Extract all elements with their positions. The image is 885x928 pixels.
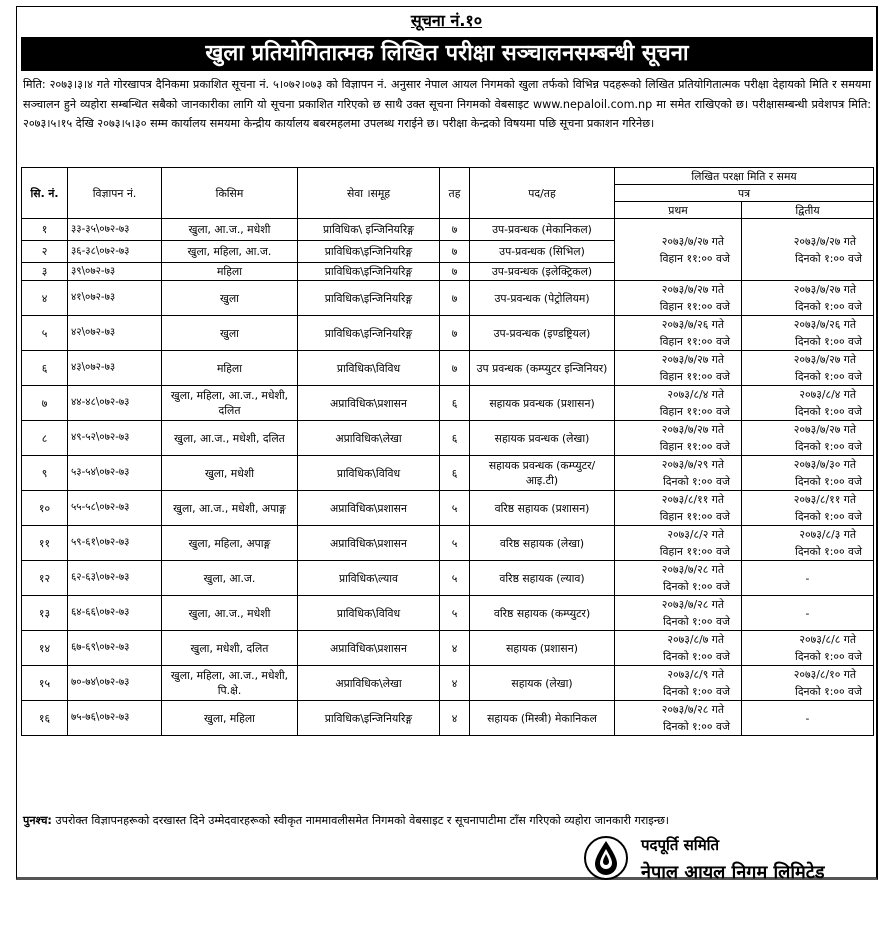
exam-time: दिनको १:०० वजे [795,650,863,663]
header-first: प्रथम [615,202,742,219]
exam-time: दिनको १:०० वजे [795,685,863,698]
row-adv-number: ५५-५८\०७२-७३ [68,491,162,526]
table-row [22,701,874,736]
row-sn: ६ [22,351,68,386]
row-second-paper [742,386,874,421]
table-row [22,386,874,421]
exam-time: विहान ११:०० वजे [659,300,730,313]
row-adv-number: ४४-४८\०७२-७३ [68,386,162,421]
row-second-paper: - [742,596,874,631]
row-first-paper [615,701,742,736]
row-adv-number: ४२\०७२-७३ [68,316,162,351]
row-adv-number: ३३-३५\०७२-७३ [68,219,162,241]
row-first-paper [615,351,742,386]
row-service: प्राविधिक\इन्जिनियरिङ्ग [298,241,440,263]
header-post: पद/तह [470,168,615,219]
row-post: वरिष्ठ सहायक (लेखा) [470,526,615,561]
row-post: सहायक प्रवन्धक (कम्प्युटर/आइ.टी) [470,456,615,491]
row-service: प्राविधिक\इन्जिनियरिङ्ग [298,263,440,281]
row-level: ४ [440,666,470,701]
row-post: उप-प्रवन्धक (पेट्रोलियम) [470,281,615,316]
exam-time: विहान ११:०० वजे [659,405,730,418]
row-sn: २ [22,241,68,263]
row-second-paper [742,526,874,561]
row-sn: ११ [22,526,68,561]
row-service: प्राविधिक\ इन्जिनियरिङ्ग [298,219,440,241]
row-level: ६ [440,421,470,456]
exam-time: विहान ११:०० वजे [659,335,730,348]
row-first-paper [615,491,742,526]
row-first-paper [615,219,742,281]
row-post: सहायक प्रवन्धक (लेखा) [470,421,615,456]
row-adv-number: ७०-७४\०७२-७३ [68,666,162,701]
row-post: उप-प्रवन्धक (मेकानिकल) [470,219,615,241]
header-type: किसिम [162,168,298,219]
header-service: सेवा ।समूह [298,168,440,219]
row-first-paper [615,596,742,631]
header-level: तह [440,168,470,219]
exam-time: दिनको १:०० वजे [795,440,863,453]
exam-time: दिनको १:०० वजे [663,615,730,628]
row-post: उप-प्रवन्धक (इलेक्ट्रिकल) [470,263,615,281]
row-type: खुला, आ.ज. [162,561,298,596]
row-first-paper [615,666,742,701]
row-adv-number: ५३-५४\०७२-७३ [68,456,162,491]
exam-time: दिनको १:०० वजे [663,650,730,663]
row-level: ७ [440,263,470,281]
row-second-paper [742,491,874,526]
table-row [22,351,874,386]
exam-time: विहान ११:०० वजे [659,440,730,453]
row-second-paper [742,666,874,701]
row-type: खुला [162,281,298,316]
row-service: प्राविधिक\विविध [298,596,440,631]
table-row [22,666,874,701]
row-type: खुला, आ.ज., मधेशी [162,219,298,241]
row-first-paper [615,456,742,491]
table-row [22,219,874,241]
exam-time: दिनको १:०० वजे [795,510,863,523]
row-adv-number: ६२-६३\०७२-७३ [68,561,162,596]
row-post: सहायक (प्रशासन) [470,631,615,666]
row-adv-number: ५९-६१\०७२-७३ [68,526,162,561]
row-second-paper [742,421,874,456]
footnote [23,813,871,828]
row-service: प्राविधिक\इन्जिनियरिङ्ग [298,701,440,736]
exam-date: २०७३/७/२७ गते [793,423,857,436]
table-row [22,456,874,491]
exam-date: २०७३/७/२७ गते [793,283,857,296]
row-post: उप-प्रवन्धक (इण्डष्ट्रियल) [470,316,615,351]
header-paper: पत्र [615,185,874,202]
exam-date: २०७३/७/२७ गते [661,283,724,296]
exam-date: २०७३/८/४ गते [667,388,724,401]
row-sn: ५ [22,316,68,351]
row-level: ५ [440,491,470,526]
footnote-text: उपरोक्त विज्ञापनहरूको दरखास्त दिने उम्मेदवारहरूको स्वीकृत नाममावलीसमेत निगमको वेबसाइट र सूचनापाटीमा टाँस गरिएको व्यहोरा जानकारी गराइन्छ। [55,814,670,827]
exam-time: विहान ११:०० वजे [659,370,730,383]
row-adv-number: ४१\०७२-७३ [68,281,162,316]
exam-time: दिनको १:०० वजे [663,475,730,488]
exam-date: २०७३/७/२६ गते [793,318,857,331]
table-row [22,561,874,596]
row-adv-number: ४३\०७२-७३ [68,351,162,386]
exam-date: २०७३/८/४ गते [799,388,857,401]
table-row [22,316,874,351]
row-post: सहायक (लेखा) [470,666,615,701]
row-level: ७ [440,241,470,263]
row-adv-number: ४९-५२\०७२-७३ [68,421,162,456]
exam-time: दिनको १:०० वजे [795,545,863,558]
exam-date: २०७३/८/११ गते [661,493,724,506]
exam-date: २०७३/७/२६ गते [661,318,724,331]
row-second-paper [742,219,874,281]
exam-date: २०७३/७/२८ गते [661,563,724,576]
exam-date: २०७३/८/८ गते [799,633,857,646]
exam-time: दिनको १:०० वजे [795,405,863,418]
row-service: अप्राविधिक\लेखा [298,421,440,456]
row-sn: ८ [22,421,68,456]
row-service: प्राविधिक\ल्याव [298,561,440,596]
row-second-paper [742,281,874,316]
table-header-row [22,168,874,185]
exam-time: दिनको १:०० वजे [663,580,730,593]
exam-date: २०७३/७/२८ गते [661,598,724,611]
row-second-paper: - [742,561,874,596]
exam-date: २०७३/८/३ गते [799,528,857,541]
exam-time: दिनको १:०० वजे [663,720,730,733]
exam-date: २०७३/७/२९ गते [661,458,724,471]
row-service: प्राविधिक\विविध [298,456,440,491]
row-type: खुला, महिला, आ.ज. [162,241,298,263]
row-adv-number: ७५-७६\०७२-७३ [68,701,162,736]
row-sn: १३ [22,596,68,631]
row-adv-number: ३९\०७२-७३ [68,263,162,281]
row-post: उप-प्रवन्धक (सिभिल) [470,241,615,263]
exam-date: २०७३/८/२ गते [667,528,724,541]
row-level: ६ [440,456,470,491]
row-type: खुला, आ.ज., मधेशी [162,596,298,631]
row-type: खुला, मधेशी, दलित [162,631,298,666]
row-second-paper [742,631,874,666]
row-sn: ७ [22,386,68,421]
row-second-paper: - [742,701,874,736]
row-sn: १२ [22,561,68,596]
row-type: महिला [162,351,298,386]
exam-time: दिनको १:०० वजे [663,685,730,698]
row-type: खुला, महिला [162,701,298,736]
row-sn: १४ [22,631,68,666]
exam-date: २०७३/७/२७ गते [793,234,857,248]
row-second-paper [742,456,874,491]
row-level: ७ [440,219,470,241]
row-service: अप्राविधिक\प्रशासन [298,526,440,561]
row-type: खुला, आ.ज., मधेशी, दलित [162,421,298,456]
row-adv-number: ६४-६६\०७२-७३ [68,596,162,631]
row-type: खुला, मधेशी [162,456,298,491]
exam-date: २०७३/७/२७ गते [793,353,857,366]
exam-date: २०७३/७/२७ गते [661,423,724,436]
exam-time: विहान ११:०० वजे [659,545,730,558]
row-sn: १५ [22,666,68,701]
exam-time: दिनको १:०० वजे [795,335,863,348]
row-adv-number: ६७-६९\०७२-७३ [68,631,162,666]
exam-date: २०७३/७/२८ गते [661,703,724,716]
notice-frame [16,6,878,883]
row-service: अप्राविधिक\प्रशासन [298,491,440,526]
table-row [22,421,874,456]
row-service: प्राविधिक\विविध [298,351,440,386]
exam-time: दिनको १:०० वजे [795,475,863,488]
exam-date: २०७३/८/११ गते [793,493,857,506]
row-post: उप प्रवन्धक (कम्प्युटर इन्जिनियर) [470,351,615,386]
header-adv: विज्ञापन नं. [68,168,162,219]
row-first-paper [615,386,742,421]
row-second-paper [742,316,874,351]
row-sn: ४ [22,281,68,316]
row-sn: १ [22,219,68,241]
header-sn: सि. नं. [22,168,68,219]
organization-name: नेपाल आयल निगम लिमिटेड [641,862,825,883]
row-level: ७ [440,316,470,351]
row-service: अप्राविधिक\प्रशासन [298,386,440,421]
row-level: ७ [440,351,470,386]
row-first-paper [615,316,742,351]
table-row [22,631,874,666]
row-post: सहायक (मिस्त्री) मेकानिकल [470,701,615,736]
committee-name: पदपूर्ति समिति [641,836,720,854]
row-service: प्राविधिक\इन्जिनियरिङ्ग [298,316,440,351]
table-body [22,219,874,736]
table-row [22,596,874,631]
notice-title: खुला प्रतियोगितात्मक लिखित परीक्षा सञ्चालनसम्बन्धी सूचना [21,37,873,71]
table-row [22,281,874,316]
row-second-paper [742,351,874,386]
footnote-label: पुनश्च: [23,814,52,827]
exam-time: दिनको १:०० वजे [795,300,863,313]
exam-time: दिनको १:०० वजे [795,251,863,265]
row-type: खुला, महिला, आ.ज., मधेशी, पि.क्षे. [162,666,298,701]
row-service: प्राविधिक\इन्जिनियरिङ्ग [298,281,440,316]
row-first-paper [615,561,742,596]
exam-date: २०७३/७/२७ गते [661,234,724,248]
table-row [22,491,874,526]
row-type: खुला, महिला, अपाङ्ग [162,526,298,561]
exam-date: २०७३/७/३० गते [793,458,857,471]
row-post: वरिष्ठ सहायक (कम्प्युटर) [470,596,615,631]
exam-date: २०७३/८/९ गते [667,668,724,681]
exam-date: २०७३/८/१० गते [793,668,857,681]
row-adv-number: ३६-३८\०७२-७३ [68,241,162,263]
oil-drop-logo-icon [583,835,629,881]
exam-date: २०७३/७/२७ गते [661,353,724,366]
exam-time: विहान ११:०० वजे [659,510,730,523]
row-level: ७ [440,281,470,316]
row-service: अप्राविधिक\लेखा [298,666,440,701]
row-type: खुला [162,316,298,351]
exam-time: विहान ११:०० वजे [659,251,730,265]
row-sn: १६ [22,701,68,736]
row-type: खुला, आ.ज., मधेशी, अपाङ्ग [162,491,298,526]
row-sn: १० [22,491,68,526]
exam-schedule-table [21,167,874,736]
row-first-paper [615,421,742,456]
row-level: ४ [440,631,470,666]
header-second: द्वितीय [742,202,874,219]
row-sn: ९ [22,456,68,491]
row-post: सहायक प्रवन्धक (प्रशासन) [470,386,615,421]
table-row [22,526,874,561]
exam-time: दिनको १:०० वजे [795,370,863,383]
exam-date: २०७३/८/७ गते [667,633,724,646]
notice-number: सूचना नं.१० [410,11,483,30]
row-service: अप्राविधिक\प्रशासन [298,631,440,666]
row-type: महिला [162,263,298,281]
row-level: ५ [440,596,470,631]
row-first-paper [615,631,742,666]
intro-paragraph: मिति: २०७३।३।४ गते गोरखापत्र दैनिकमा प्रकाशित सूचना नं. ५।०७२।०७३ को विज्ञापन नं. अनुसार नेपाल आयल निगमको खुला तर्फको विभिन्न पदहरूको लिखित प्रतियोगितात्मक परीक्षा देहायको मिति र समयमा सञ्चालन हुने व्यहोरा सम्बन्धित सबैको जानकारीका लागि यो सूचना प्रकाशित गरिएको छ साथै उक्त सूचना निगमको वेबसाइट www.nepaloil.com.np मा समेत राखिएको छ। परीक्षासम्बन्धी प्रवेशपत्र मिति: २०७३।५।१५ देखि २०७३।५।३० सम्म कार्यालय समयमा केन्द्रीय कार्यालय बबरमहलमा उपलब्ध गराईने छ। परीक्षा केन्द्रको विषयमा पछि सूचना प्रकाशन गरिनेछ। [23,78,871,130]
row-sn: ३ [22,263,68,281]
header-exam: लिखित परक्षा मिति र समय [615,168,874,185]
row-post: वरिष्ठ सहायक (प्रशासन) [470,491,615,526]
row-first-paper [615,281,742,316]
row-first-paper [615,526,742,561]
row-level: ४ [440,701,470,736]
row-level: ६ [440,386,470,421]
row-type: खुला, महिला, आ.ज., मधेशी, दलित [162,386,298,421]
row-level: ५ [440,526,470,561]
row-level: ५ [440,561,470,596]
row-post: वरिष्ठ सहायक (ल्याव) [470,561,615,596]
